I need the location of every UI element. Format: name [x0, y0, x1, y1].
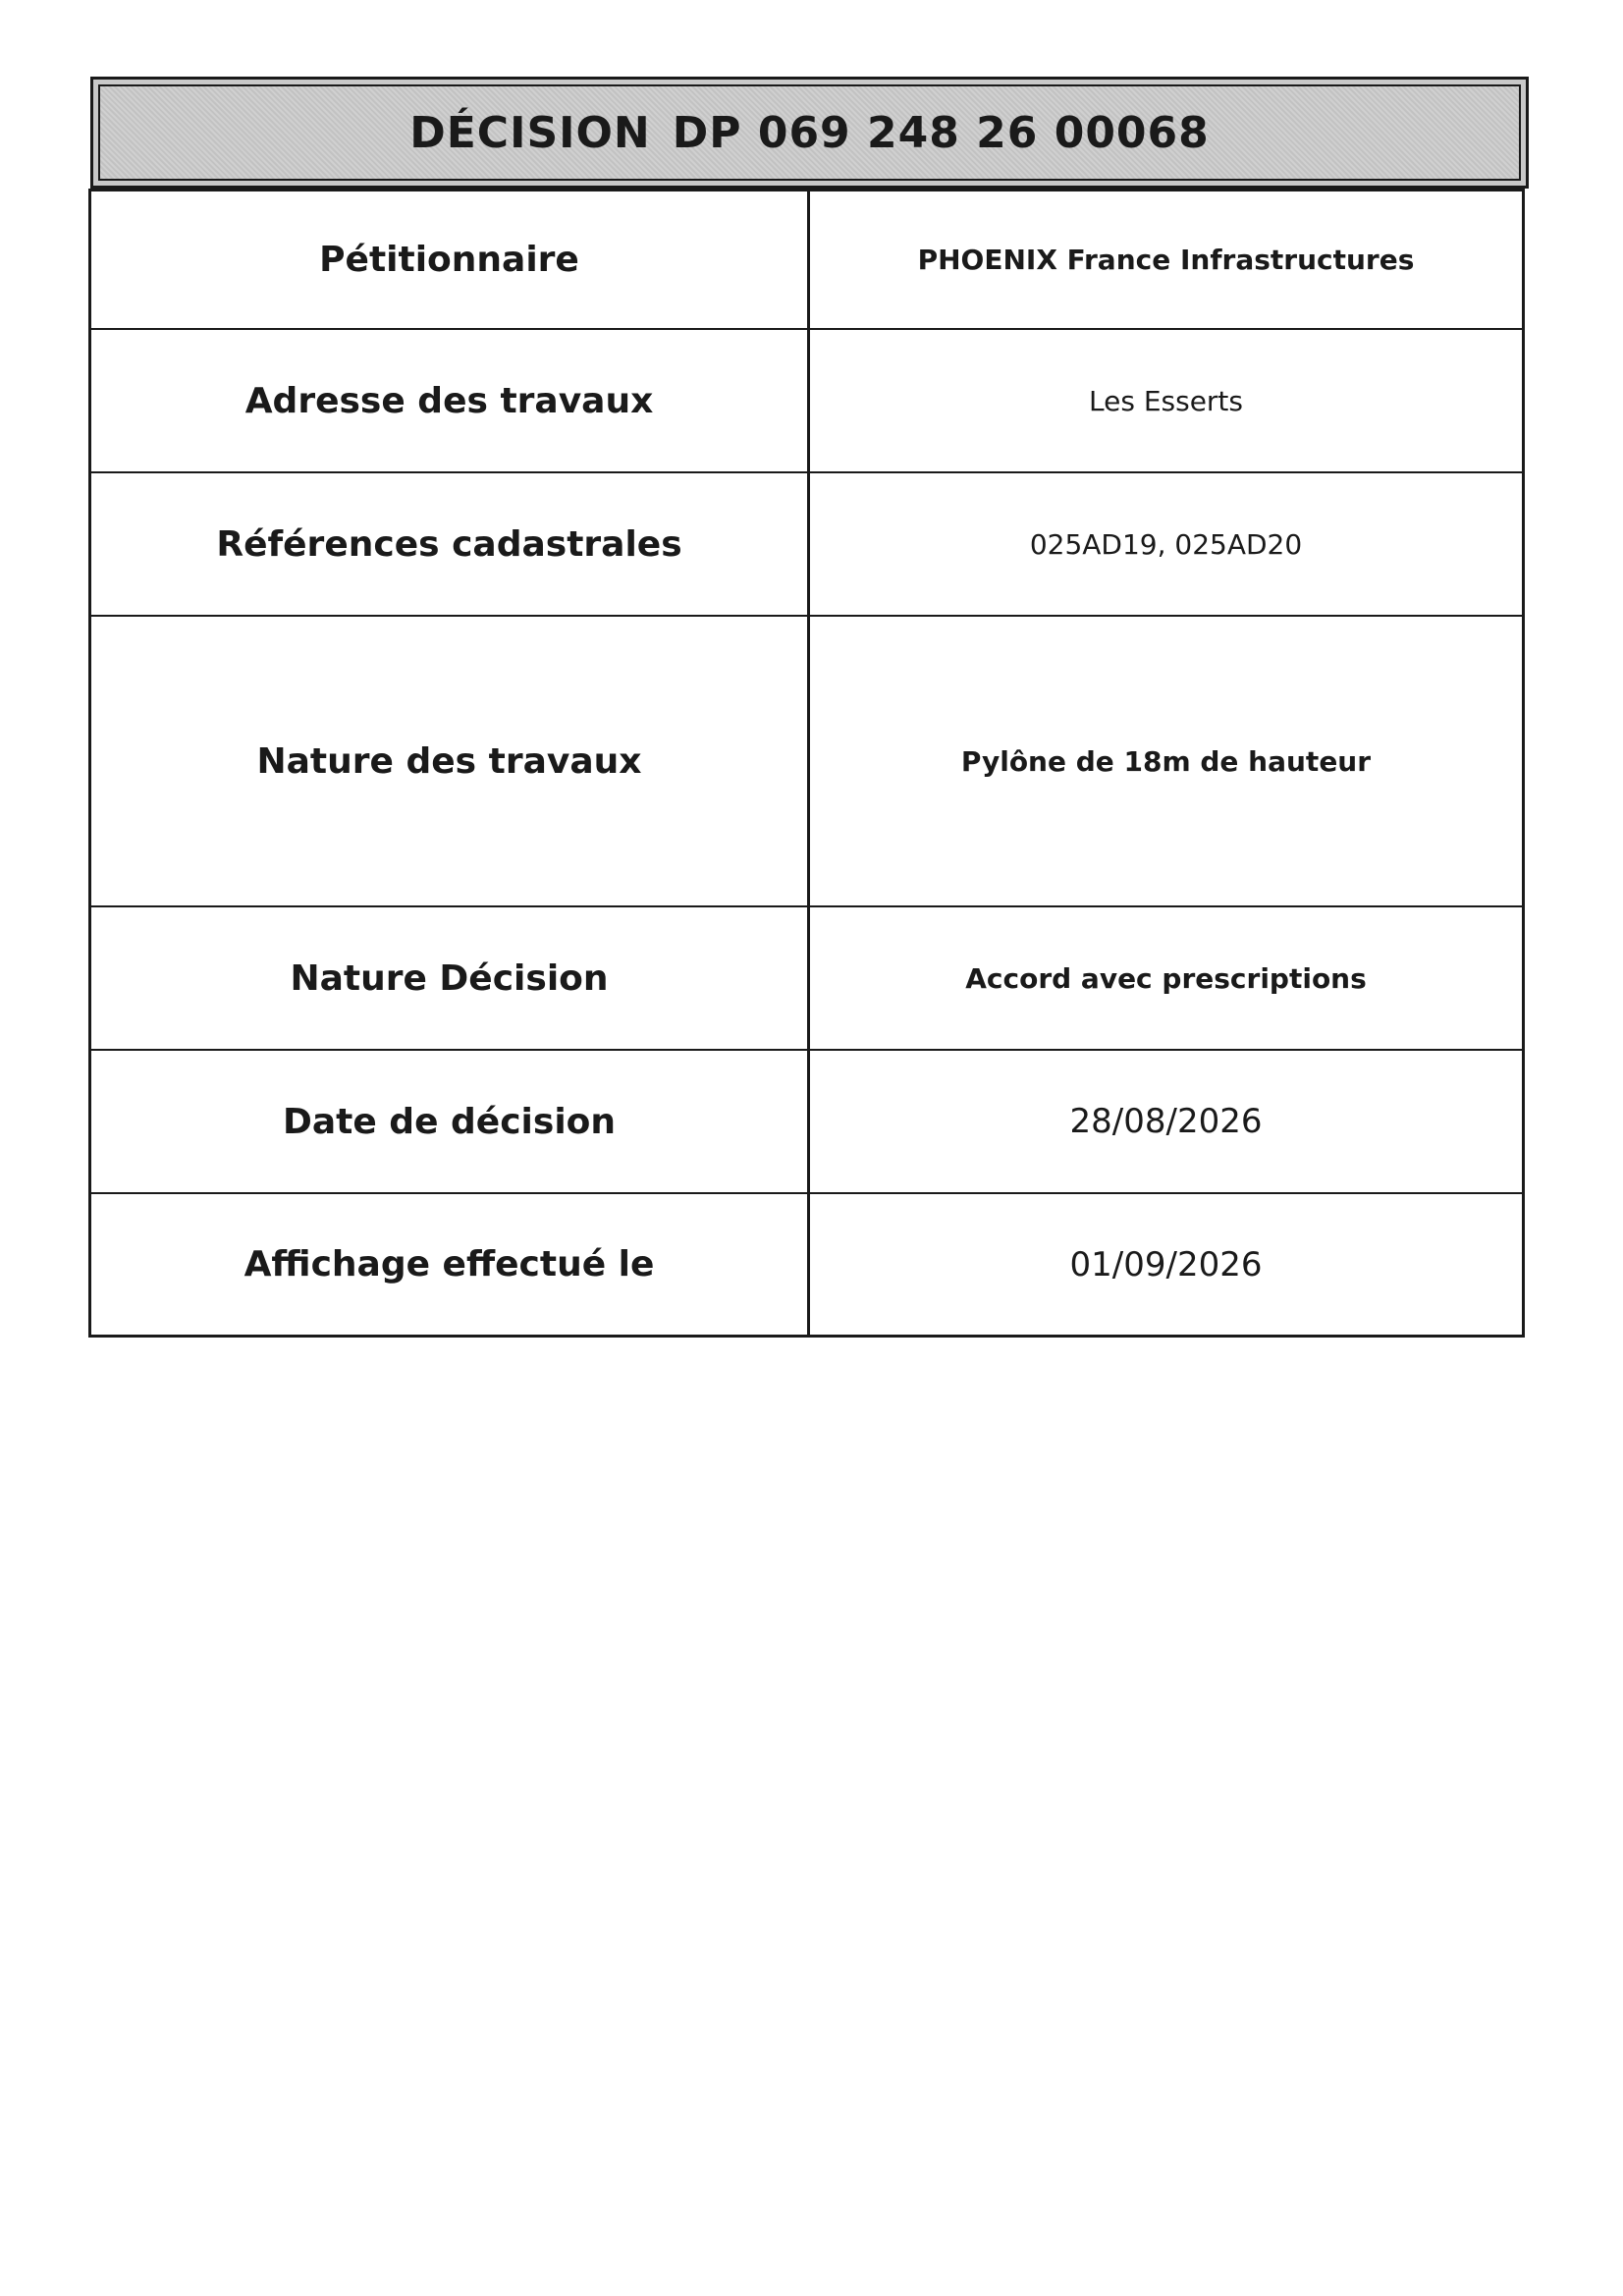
row-value-adresse-travaux: Les Esserts	[1089, 384, 1243, 417]
decision-title	[409, 108, 1210, 158]
row-label-affichage: Affichage effectué le	[91, 1194, 810, 1335]
decision-table	[88, 189, 1525, 1338]
row-value-nature-decision: Accord avec prescriptions	[965, 961, 1367, 995]
decision-title-bar	[90, 77, 1529, 189]
row-value-petitionnaire: PHOENIX France Infrastructures	[917, 244, 1415, 276]
row-value-nature-travaux: Pylône de 18m de hauteur	[960, 744, 1372, 778]
decision-title-inner	[98, 84, 1521, 181]
table-row	[91, 1049, 1522, 1192]
table-row	[91, 905, 1522, 1049]
row-label-petitionnaire: Pétitionnaire	[91, 191, 810, 328]
row-label-references-cadastrales: Références cadastrales	[91, 473, 810, 615]
row-label-date-decision: Date de décision	[91, 1051, 810, 1192]
table-row	[91, 471, 1522, 615]
row-value-affichage: 01/09/2026	[1069, 1244, 1263, 1285]
table-row	[91, 1192, 1522, 1335]
row-label-nature-decision: Nature Décision	[91, 907, 810, 1049]
row-label-nature-travaux: Nature des travaux	[91, 617, 810, 905]
decision-title-prefix: DÉCISION	[409, 107, 651, 158]
row-value-references-cadastrales: 025AD19, 025AD20	[1029, 527, 1303, 561]
table-row	[91, 189, 1522, 328]
table-row	[91, 328, 1522, 471]
row-value-date-decision: 28/08/2026	[1069, 1102, 1263, 1141]
decision-title-number: DP 069 248 26 00068	[672, 107, 1210, 158]
row-label-adresse-travaux: Adresse des travaux	[91, 330, 810, 471]
table-row	[91, 615, 1522, 905]
